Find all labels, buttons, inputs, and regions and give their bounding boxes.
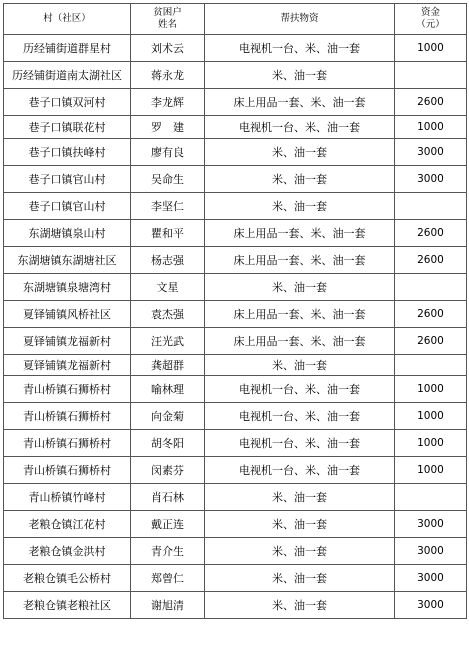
cell-name: 罗 建 bbox=[131, 116, 205, 139]
cell-funds bbox=[395, 193, 467, 220]
cell-name: 袁杰强 bbox=[131, 301, 205, 328]
cell-funds: 3000 bbox=[395, 592, 467, 619]
cell-funds: 1000 bbox=[395, 116, 467, 139]
cell-materials: 电视机一台、米、油一套 bbox=[205, 35, 395, 62]
table-row bbox=[4, 139, 467, 166]
table-row bbox=[4, 403, 467, 430]
table-row bbox=[4, 62, 467, 89]
cell-village: 老粮仓镇江花村 bbox=[4, 511, 131, 538]
table-row bbox=[4, 220, 467, 247]
table-row bbox=[4, 166, 467, 193]
cell-village: 东湖塘镇东湖塘社区 bbox=[4, 247, 131, 274]
cell-funds bbox=[395, 62, 467, 89]
table-row bbox=[4, 457, 467, 484]
cell-materials: 电视机一台、米、油一套 bbox=[205, 376, 395, 403]
cell-materials: 床上用品一套、米、油一套 bbox=[205, 301, 395, 328]
table-row bbox=[4, 355, 467, 376]
cell-name: 瞿和平 bbox=[131, 220, 205, 247]
cell-village: 老粮仓镇老粮社区 bbox=[4, 592, 131, 619]
cell-funds: 3000 bbox=[395, 565, 467, 592]
cell-village: 青山桥镇石狮桥村 bbox=[4, 376, 131, 403]
cell-village: 历经铺街道南太湖社区 bbox=[4, 62, 131, 89]
cell-materials: 米、油一套 bbox=[205, 274, 395, 301]
cell-village: 夏铎铺镇龙福新村 bbox=[4, 355, 131, 376]
header-materials: 帮扶物资 bbox=[205, 4, 395, 35]
cell-materials: 米、油一套 bbox=[205, 565, 395, 592]
cell-materials: 米、油一套 bbox=[205, 592, 395, 619]
cell-name: 杨志强 bbox=[131, 247, 205, 274]
table-row bbox=[4, 301, 467, 328]
table-body bbox=[4, 35, 467, 619]
cell-funds: 1000 bbox=[395, 457, 467, 484]
cell-funds: 3000 bbox=[395, 511, 467, 538]
cell-name: 戴正连 bbox=[131, 511, 205, 538]
cell-materials: 床上用品一套、米、油一套 bbox=[205, 328, 395, 355]
cell-village: 青山桥镇竹峰村 bbox=[4, 484, 131, 511]
cell-funds: 3000 bbox=[395, 139, 467, 166]
cell-materials: 电视机一台、米、油一套 bbox=[205, 457, 395, 484]
header-name bbox=[131, 4, 205, 35]
cell-materials: 米、油一套 bbox=[205, 355, 395, 376]
cell-village: 青山桥镇石狮桥村 bbox=[4, 430, 131, 457]
cell-materials: 米、油一套 bbox=[205, 166, 395, 193]
cell-materials: 米、油一套 bbox=[205, 62, 395, 89]
cell-name: 郑曾仁 bbox=[131, 565, 205, 592]
table-row bbox=[4, 35, 467, 62]
header-funds-line1: 资金 bbox=[420, 7, 440, 18]
cell-materials: 床上用品一套、米、油一套 bbox=[205, 220, 395, 247]
table-row bbox=[4, 247, 467, 274]
cell-name: 文星 bbox=[131, 274, 205, 301]
cell-materials: 床上用品一套、米、油一套 bbox=[205, 89, 395, 116]
cell-funds: 1000 bbox=[395, 376, 467, 403]
cell-name: 蒋永龙 bbox=[131, 62, 205, 89]
cell-materials: 电视机一台、米、油一套 bbox=[205, 116, 395, 139]
table-row bbox=[4, 511, 467, 538]
cell-materials: 电视机一台、米、油一套 bbox=[205, 403, 395, 430]
cell-village: 老粮仓镇毛公桥村 bbox=[4, 565, 131, 592]
header-funds bbox=[395, 4, 467, 35]
cell-village: 青山桥镇石狮桥村 bbox=[4, 457, 131, 484]
cell-name: 向金菊 bbox=[131, 403, 205, 430]
cell-village: 巷子口镇扶峰村 bbox=[4, 139, 131, 166]
table-row bbox=[4, 484, 467, 511]
cell-village: 夏铎铺镇龙福新村 bbox=[4, 328, 131, 355]
cell-village: 老粮仓镇金洪村 bbox=[4, 538, 131, 565]
cell-village: 巷子口镇官山村 bbox=[4, 166, 131, 193]
cell-materials: 米、油一套 bbox=[205, 484, 395, 511]
cell-funds: 1000 bbox=[395, 430, 467, 457]
header-village: 村（社区） bbox=[4, 4, 131, 35]
cell-name: 胡冬阳 bbox=[131, 430, 205, 457]
cell-village: 青山桥镇石狮桥村 bbox=[4, 403, 131, 430]
cell-name: 肖石林 bbox=[131, 484, 205, 511]
cell-funds: 3000 bbox=[395, 166, 467, 193]
cell-village: 历经铺街道群星村 bbox=[4, 35, 131, 62]
table-row bbox=[4, 565, 467, 592]
cell-funds: 1000 bbox=[395, 35, 467, 62]
cell-funds: 2600 bbox=[395, 220, 467, 247]
header-funds-line2: （元） bbox=[416, 19, 445, 30]
header-name-line2: 姓名 bbox=[157, 19, 177, 30]
cell-village: 夏铎铺镇风桥社区 bbox=[4, 301, 131, 328]
cell-funds: 3000 bbox=[395, 538, 467, 565]
cell-name: 青介生 bbox=[131, 538, 205, 565]
cell-name: 汪光武 bbox=[131, 328, 205, 355]
cell-funds: 2600 bbox=[395, 247, 467, 274]
cell-funds: 2600 bbox=[395, 89, 467, 116]
header-name-line1: 贫困户 bbox=[153, 7, 182, 18]
cell-name: 李龙辉 bbox=[131, 89, 205, 116]
cell-materials: 电视机一台、米、油一套 bbox=[205, 430, 395, 457]
table-row bbox=[4, 89, 467, 116]
cell-funds: 1000 bbox=[395, 403, 467, 430]
table-row bbox=[4, 376, 467, 403]
cell-name: 喻林理 bbox=[131, 376, 205, 403]
cell-materials: 米、油一套 bbox=[205, 538, 395, 565]
cell-name: 刘术云 bbox=[131, 35, 205, 62]
cell-funds bbox=[395, 355, 467, 376]
table-row bbox=[4, 430, 467, 457]
table-row bbox=[4, 328, 467, 355]
cell-funds: 2600 bbox=[395, 328, 467, 355]
cell-materials: 米、油一套 bbox=[205, 511, 395, 538]
cell-name: 谢旭清 bbox=[131, 592, 205, 619]
cell-name: 闵素芬 bbox=[131, 457, 205, 484]
cell-village: 巷子口镇官山村 bbox=[4, 193, 131, 220]
header-row bbox=[4, 4, 467, 35]
cell-materials: 米、油一套 bbox=[205, 193, 395, 220]
cell-funds: 2600 bbox=[395, 301, 467, 328]
cell-village: 东湖塘镇泉山村 bbox=[4, 220, 131, 247]
cell-materials: 米、油一套 bbox=[205, 139, 395, 166]
cell-village: 巷子口镇联花村 bbox=[4, 116, 131, 139]
cell-name: 廖有良 bbox=[131, 139, 205, 166]
cell-village: 巷子口镇双河村 bbox=[4, 89, 131, 116]
cell-name: 龚超群 bbox=[131, 355, 205, 376]
relief-table bbox=[3, 3, 467, 619]
table-row bbox=[4, 116, 467, 139]
cell-funds bbox=[395, 484, 467, 511]
cell-name: 吴命生 bbox=[131, 166, 205, 193]
table-row bbox=[4, 274, 467, 301]
cell-materials: 床上用品一套、米、油一套 bbox=[205, 247, 395, 274]
table-row bbox=[4, 592, 467, 619]
cell-funds bbox=[395, 274, 467, 301]
table-row bbox=[4, 538, 467, 565]
table-row bbox=[4, 193, 467, 220]
cell-name: 李坚仁 bbox=[131, 193, 205, 220]
cell-village: 东湖塘镇泉塘湾村 bbox=[4, 274, 131, 301]
